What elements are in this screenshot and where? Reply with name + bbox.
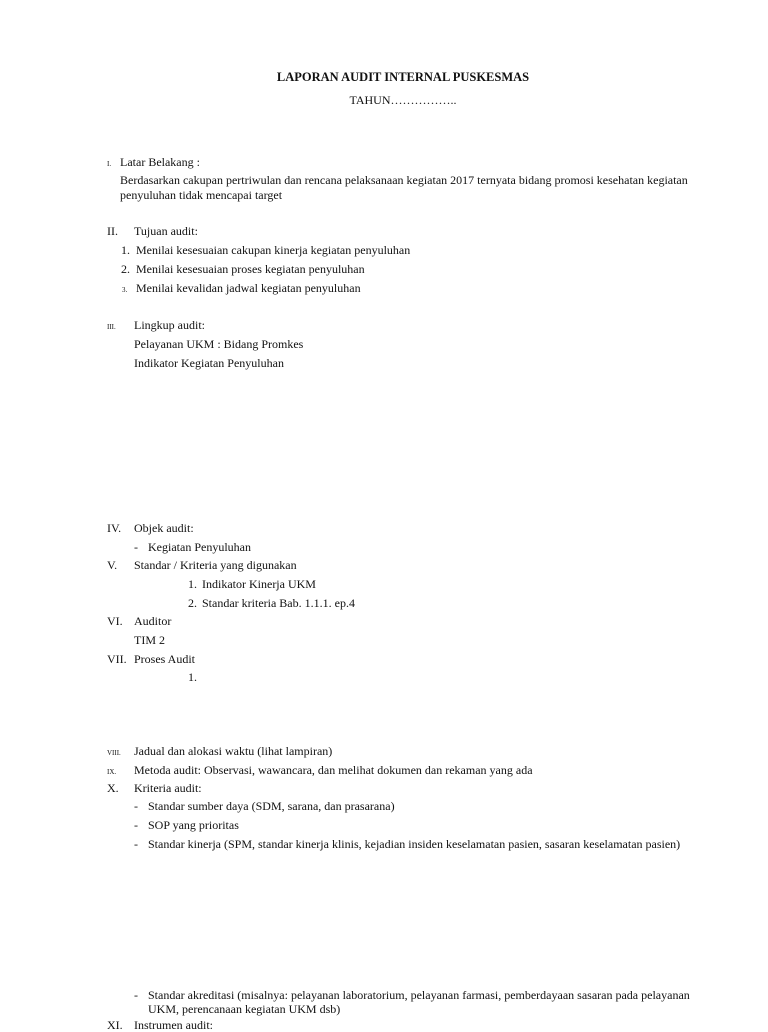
section-10-heading: Kriteria audit: <box>134 781 202 795</box>
section-6-number: VI. <box>107 614 123 628</box>
document-title: LAPORAN AUDIT INTERNAL PUSKESMAS <box>276 70 530 84</box>
section-9-number: IX. <box>107 768 117 776</box>
section-10-dash-1: - <box>134 799 138 813</box>
section-2-item-3: Menilai kevalidan jadwal kegiatan penyuluhan <box>136 281 361 295</box>
section-1-heading: Latar Belakang : <box>120 155 200 169</box>
section-9-text: Metoda audit: Observasi, wawancara, dan melihat dokumen dan rekaman yang ada <box>134 763 533 777</box>
section-7-heading: Proses Audit <box>134 652 196 666</box>
section-8-text: Jadual dan alokasi waktu (lihat lampiran) <box>134 744 333 758</box>
section-3-line-2: Indikator Kegiatan Penyuluhan <box>134 356 284 370</box>
section-11-number: XI. <box>107 1018 123 1032</box>
section-8-number: VIII. <box>107 749 121 757</box>
section-2-item-2: Menilai kesesuaian proses kegiatan penyuluhan <box>136 262 365 276</box>
section-1-paragraph-line-1: Berdasarkan cakupan pertriwulan dan rencana pelaksanaan kegiatan 2017 ternyata bidang promosi kesehatan kegiatan <box>120 173 688 187</box>
section-5-item-1-number: 1. <box>188 577 197 591</box>
section-2-item-3-number: 3. <box>122 286 128 294</box>
section-3-line-1: Pelayanan UKM : Bidang Promkes <box>134 337 304 351</box>
section-6-value: TIM 2 <box>134 633 165 647</box>
section-7-item-1-number: 1. <box>188 670 197 684</box>
document-year: TAHUN…………….. <box>349 93 457 107</box>
section-10-item-3: Standar kinerja (SPM, standar kinerja klinis, kejadian insiden keselamatan pasien, sasaran keselamatan pasien) <box>148 837 681 851</box>
section-5-item-2-number: 2. <box>188 596 197 610</box>
section-10-item-4-line-2: UKM, perencanaan kegiatan UKM dsb) <box>148 1002 341 1016</box>
section-5-number: V. <box>107 558 118 572</box>
section-2-item-1-number: 1. <box>121 243 130 257</box>
section-10-dash-3: - <box>134 837 138 851</box>
section-3-heading: Lingkup audit: <box>134 318 205 332</box>
section-4-heading: Objek audit: <box>134 521 194 535</box>
section-11-heading: Instrumen audit: <box>134 1018 213 1032</box>
section-5-item-1: Indikator Kinerja UKM <box>202 577 316 591</box>
section-10-item-4-line-1: Standar akreditasi (misalnya: pelayanan laboratorium, pelayanan farmasi, pemberdayaan sasaran pada pelayanan <box>148 988 690 1002</box>
section-4-dash: - <box>134 540 138 554</box>
section-4-number: IV. <box>107 521 122 535</box>
section-2-number: II. <box>107 224 118 238</box>
section-5-item-2: Standar kriteria Bab. 1.1.1. ep.4 <box>202 596 355 610</box>
section-4-item: Kegiatan Penyuluhan <box>148 540 251 554</box>
section-10-dash-4: - <box>134 988 138 1002</box>
section-5-heading: Standar / Kriteria yang digunakan <box>134 558 297 572</box>
section-7-number: VII. <box>107 652 127 666</box>
section-1-number: I. <box>107 160 112 168</box>
section-1-paragraph-line-2: penyuluhan tidak mencapai target <box>120 188 283 202</box>
section-6-heading: Auditor <box>134 614 172 628</box>
section-10-item-1: Standar sumber daya (SDM, sarana, dan prasarana) <box>148 799 395 813</box>
section-3-number: III. <box>107 323 116 331</box>
section-10-dash-2: - <box>134 818 138 832</box>
section-2-heading: Tujuan audit: <box>134 224 198 238</box>
section-10-number: X. <box>107 781 119 795</box>
section-2-item-2-number: 2. <box>121 262 130 276</box>
section-2-item-1: Menilai kesesuaian cakupan kinerja kegiatan penyuluhan <box>136 243 411 257</box>
section-10-item-2: SOP yang prioritas <box>148 818 239 832</box>
